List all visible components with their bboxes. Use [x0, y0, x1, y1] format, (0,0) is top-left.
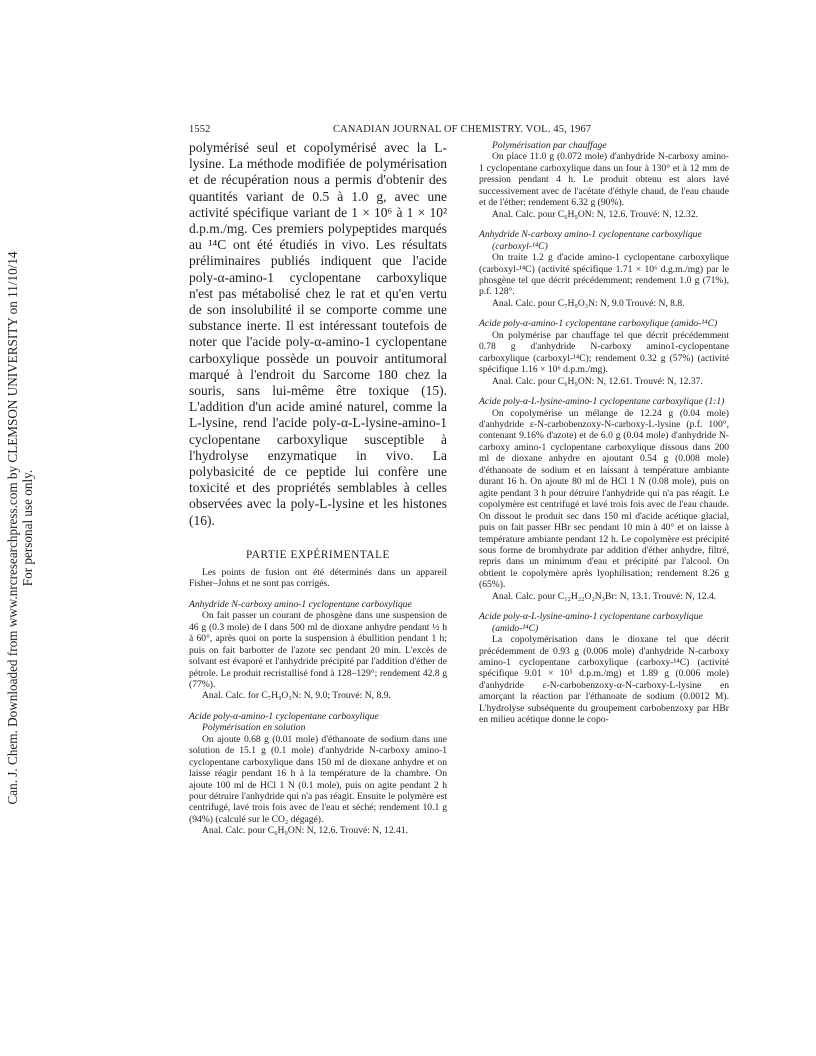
- download-watermark: [0, 0, 40, 1056]
- page-number: 1552: [189, 124, 211, 135]
- analysis-poly-acid-amido-14c: Anal. Calc. pour C₆H₉ON: N, 12.61. Trouvé: N, 12.37.: [492, 375, 703, 387]
- section-title: PARTIE EXPÉRIMENTALE: [246, 548, 390, 561]
- heading-anhydride-carboxyl-14c: Anhydride N-carboxy amino-1 cyclopentane carboxylique (carboxyl-¹⁴C): [479, 229, 702, 252]
- paragraph-solution-polymerisation: On ajoute 0.68 g (0.01 mole) d'éthanoate de sodium dans une solution de 15.1 g (0.1 mole) d'anhydride N-carboxy amino-1 cyclopentane carboxylique dans 150 ml de dioxane anhydre et on laisse réagir pendant 16 h à la température de la chambre. On ajoute 100 ml de HCl 1 N (0.1 mole), puis on agite pendant 2 h pour détruire l'anhydride qui n'a pas réagit. Ensuite le polymère est centrifugé, lavé trois fois avec de l'eau et séché; rendement 10.1 g (94%) (calculé sur le CO₂ dégagé).: [189, 733, 447, 825]
- analysis-anhydride-carboxyl-14c: Anal. Calc. pour C₇H₉O₃N: N, 9.0 Trouvé: N, 8.8.: [492, 297, 685, 309]
- watermark-line-2: For personal use only.: [20, 469, 35, 587]
- heading-poly-acid-amido-14c: Acide poly-α-amino-1 cyclopentane carboxylique (amido-¹⁴C): [479, 318, 718, 330]
- heading-lysine-copolymer: Acide poly-α-L-lysine-amino-1 cyclopentane carboxylique (1:1): [479, 396, 725, 408]
- paragraph-lysine-copolymer: On copolymérise un mélange de 12.24 g (0.04 mole) d'anhydride ε-N-carbobenzoxy-N-carboxy-L-lysine (p.f. 100°, contenant 9.16% d'azote) et de 6.0 g (0.04 mole) d'anhydride N-carboxy amino-1 cyclopentane carboxylique dissous dans 200 ml de dioxane anhydre en ajoutant 0.54 g (0.008 mole) d'éthanoate de sodium et en laissant à température ambiante durant 16 h. On ajoute 80 ml de HCl 1 N (0.08 mole), puis on agite pendant 3 h pour détruire l'anhydride qui n'a pas réagit. Le copolymère est centrifugé et lavé trois fois avec de l'eau chaude. On dissout le produit sec dans 150 ml d'acide acétique glacial, puis on fait passer HBr sec pendant 10 min à 40° et on laisse à température ambiante pendant 12 h. Le copolymère est précipité sous forme de bromhydrate par addition d'éther anhydre, filtré, repris dans un minimum d'eau et précipité par l'alcool. On obtient le copolymère après lyophilisation; rendement 8.26 g (65%).: [479, 407, 729, 591]
- heading-lysine-copolymer-amido-14c: Acide poly-α-L-lysine-amino-1 cyclopentane carboxylique (amido-¹⁴C): [479, 611, 703, 634]
- intro-paragraph: polymérisé seul et copolymérisé avec la L-lysine. La méthode modifiée de polymérisation et de récupération nous a permis d'obtenir des quantités variant de 0.5 à 1.0 g, avec une activité spécifique variant de 1 × 10⁶ à 1 × 10² d.p.m./mg. Ces premiers polypeptides marqués au ¹⁴C ont été étudiés in vivo. Les résultats préliminaires publiés indiquent que l'acide poly-α-amino-1 cyclopentane carboxylique n'est pas métabolisé chez le rat et qu'en vertu de son insolubilité il se comporte comme une substance inerte. Il est intéressant toutefois de noter que l'acide poly-α-amino-1 cyclopentane carboxylique possède un pouvoir antitumoral marqué à l'endroit du Sarcome 180 chez la souris, sans lui-même être toxique (15). L'addition d'un acide aminé naturel, comme la L-lysine, rend l'acide poly-α-L-lysine-amino-1 cyclopentane carboxylique susceptible à l'hydrolyse enzymatique in vivo. La polybasicité de ce peptide lui confère une toxicité et des propriétés semblables à celles observées avec la poly-L-lysine et les histones (16).: [189, 140, 447, 528]
- left-column: [189, 140, 447, 910]
- paragraph-anhydride-carboxyl-14c: On traite 1.2 g d'acide amino-1 cyclopentane carboxylique (carboxyl-¹⁴C) (activité spécifique 1.71 × 10⁶ d.g.m./mg) par le phosgène tel que décrit précédemment; rendement 1.0 g (71%), p.f. 128°.: [479, 252, 729, 298]
- heading-heat-polymerisation: Polymérisation par chauffage: [492, 140, 607, 151]
- analysis-heat-polymerisation: Anal. Calc. pour C₆H₉ON: N, 12.6. Trouvé: N, 12.32.: [492, 208, 699, 220]
- paragraph-poly-acid-amido-14c: On polymérise par chauffage tel que décrit précédemment 0.78 g d'anhydride N-carboxy amino1-cyclopentane carboxylique (carboxyl-¹⁴C); rendement 0.32 g (57%) (activité spécifique 1.16 × 10⁶ d.p.m./mg).: [479, 329, 729, 376]
- right-column: [479, 140, 729, 910]
- paragraph-heat-polymerisation: On place 11.0 g (0.072 mole) d'anhydride N-carboxy amino-1 cyclopentane carboxylique dans un four à 130° et à 12 mm de pression pendant 4 h. Le produit obtenu est alors lavé successivement avec de l'acétate d'éthyle chaud, de l'eau chaude et de l'éther; rendement 6.32 g (90%).: [479, 151, 729, 209]
- analysis-solution-polymerisation: Anal. Calc. pour C₆H₉ON: N, 12.6. Trouvé: N, 12.41.: [202, 825, 409, 837]
- paragraph-lysine-copolymer-amido-14c: La copolymérisation dans le dioxane tel que décrit précédemment de 0.93 g (0.006 mole) d'anhydride N-carboxy amino-1 cyclopentane carboxylique (carboxy-¹⁴C) (activité spécifique 9.01 × 10⁵ d.p.m./mg) et 1.89 g (0.006 mole) d'anhydride ε-N-carbobenzoxy-α-N-carboxy-L-lysine en amorçant la réaction par l'éthanoate de sodium (0.0012 M). L'hydrolyse subséquente du groupement carbobenzoxy par HBr en milieu acétique donne le copo-: [479, 634, 729, 726]
- analysis-lysine-copolymer: Anal. Calc. pour C₁₂H₂₂O₂N₃Br: N, 13.1. Trouvé: N, 12.4.: [492, 590, 717, 602]
- running-header: [189, 124, 729, 138]
- paragraph-anhydride: On fait passer un courant de phosgène dans une suspension de 46 g (0.3 mole) de I dans 500 ml de dioxane anhydre pendant ½ h à 60°, après quoi on porte la suspension à ébullition pendant 1 h; puis on fait barbotter de l'azote sec pendant 20 min. L'excès de solvant est évaporé et l'anhydride précipité par l'addition d'éther de pétrole. Le produit recristallisé fond à 128–129°; rendement 42.8 g (77%).: [189, 610, 447, 690]
- analysis-anhydride: Anal. Calc. for C₇H₉O₃N: N, 9.0; Trouvé: N, 8.9.: [202, 690, 391, 702]
- subheading-solution-polymerisation: Polymérisation en solution: [202, 722, 306, 734]
- watermark-line-1: Can. J. Chem. Downloaded from www.nrcresearchpress.com by CLEMSON UNIVERSITY on 11/10/14: [5, 251, 20, 805]
- fusion-note: Les points de fusion ont été déterminés dans un appareil Fisher–Johns et ne sont pas corrigés.: [189, 566, 447, 590]
- heading-anhydride: Anhydride N-carboxy amino-1 cyclopentane carboxylique: [189, 598, 412, 610]
- heading-poly-acid: Acide poly-α-amino-1 cyclopentane carboxylique: [189, 710, 379, 722]
- running-title: CANADIAN JOURNAL OF CHEMISTRY. VOL. 45, 1967: [333, 124, 592, 135]
